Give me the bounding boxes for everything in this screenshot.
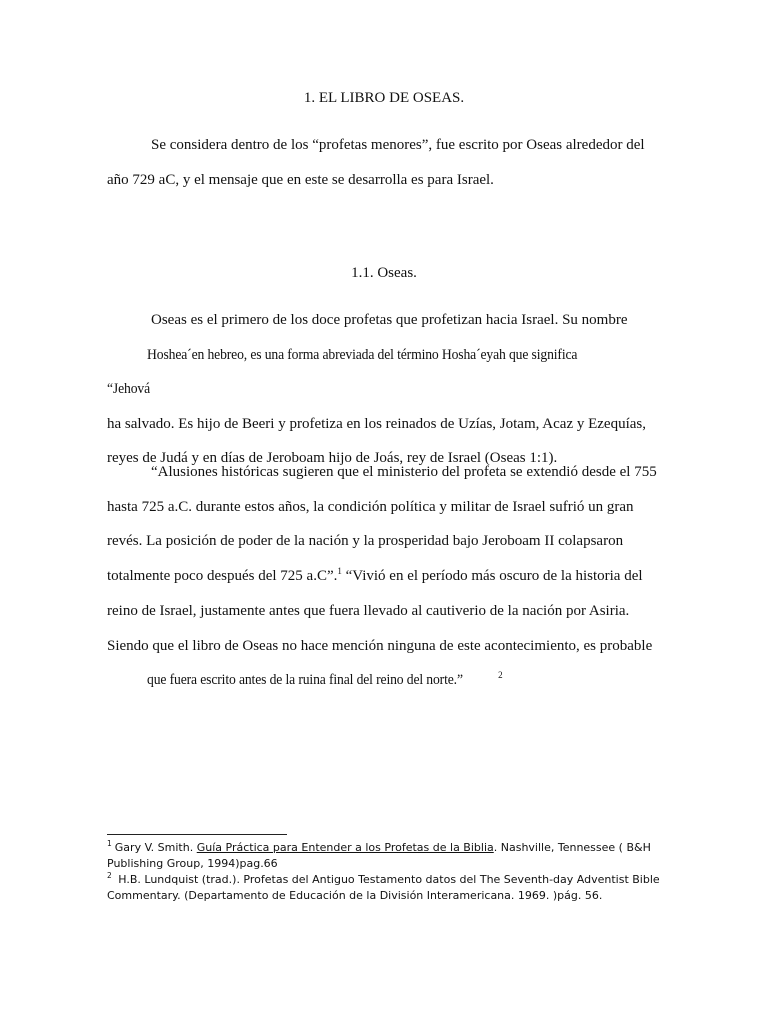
footnote-2 [107, 872, 667, 904]
quote-paragraph-text-b: “Vivió en el período más oscuro de la historia del reino de Israel, justamente antes que fuera llevado al cautiverio de la nación por Asiria. Siendo que el libro de Oseas no hace mención ninguna de este acontecimiento, es probable [107, 568, 653, 654]
intro-paragraph-text: Se considera dentro de los “profetas menores”, fue escrito por Oseas alrededor del año 729 aC, y el mensaje que en este se desarrolla es para Israel. [107, 137, 645, 188]
footnote-separator [107, 834, 287, 835]
footnote-2-text: H.B. Lundquist (trad.). Profetas del Antiguo Testamento datos del The Seventh-day Adventist Bible Commentary. (Departamento de Educación de la División Interamericana. 1969. )pág. 56. [107, 873, 660, 902]
footnote-1-publisher: . Nashville, Tennessee ( B&H Publishing Group, 1994)pag.66 [107, 841, 651, 870]
oseas-paragraph [107, 303, 660, 476]
footnotes [107, 840, 667, 904]
footnote-1-author: Gary V. Smith. [114, 841, 197, 854]
subsection-heading: 1.1. Oseas. [351, 265, 417, 281]
footnote-number-1: 1 [107, 839, 112, 849]
quote-paragraph-text-c: que fuera escrito antes de la ruina final del reino del norte.” [147, 672, 463, 689]
intro-paragraph [107, 128, 660, 198]
oseas-paragraph-text-b: Hoshea´en hebreo, es una forma abreviada del término Hosha´eyah que significa “Jehová [107, 346, 578, 397]
footnote-ref-2[interactable]: 2 [498, 670, 503, 681]
quote-paragraph [107, 455, 660, 698]
oseas-paragraph-text-a: Oseas es el primero de los doce profetas que profetizan hacia Israel. Su nombre [151, 312, 628, 328]
footnote-1 [107, 840, 667, 872]
footnote-1-title: Guía Práctica para Entender a los Profetas de la Biblia [196, 841, 494, 854]
section-heading: 1. EL LIBRO DE OSEAS. [303, 90, 465, 106]
oseas-paragraph-text-c: ha salvado. Es hijo de Beeri y profetiza en los reinados de Uzías, Jotam, Acaz y Ezequías, reyes de Judá y en días de Jeroboam hijo de Joás, rey de Israel (Oseas 1:1). [107, 415, 646, 466]
footnote-ref-1[interactable]: 1 [337, 566, 342, 577]
quote-paragraph-text-a: “Alusiones históricas sugieren que el ministerio del profeta se extendió desde el 755 hasta 725 a.C. durante estos años, la condición política y militar de Israel sufrió un gran revés. La posición de poder de la nación y la prosperidad bajo Jeroboam II colapsaron totalmente poco después del 725 a.C”. [107, 464, 657, 585]
footnote-number-2: 2 [107, 871, 112, 881]
